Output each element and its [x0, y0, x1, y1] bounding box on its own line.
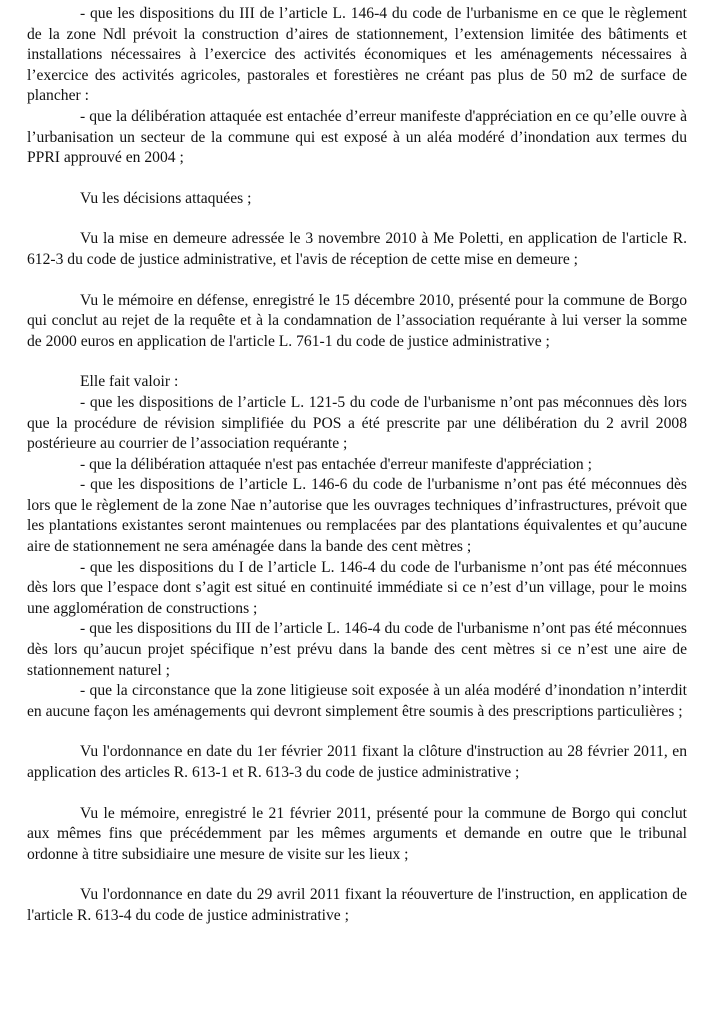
document-page — [27, 4, 687, 927]
visa-paragraph: Vu le mémoire en défense, enregistré le 15 décembre 2010, présenté pour la commune de Borgo qui conclut au rejet de la requête et à la condamnation de l’association requérante à lui verser la somme de 2000 euros en application de l'article L. 761-1 du code de justice administrative ; — [27, 291, 687, 350]
visa-paragraph: Vu l'ordonnance en date du 29 avril 2011 fixant la réouverture de l'instruction, en application de l'article R. 613-4 du code de justice administrative ; — [27, 886, 687, 924]
argument-paragraph: - que les dispositions de l’article L. 121-5 du code de l'urbanisme n’ont pas méconnues dès lors que la procédure de révision simplifiée du POS a été prescrite par une délibération du 2 avril 2008 postérieure au courrier de l’association requérante ; — [27, 393, 687, 453]
argument-paragraph: - que les dispositions du III de l’article L. 146-4 du code de l'urbanisme n’ont pas été méconnues dès lors qu’aucun projet spécifique n’est prévu dans la bande des cent mètres si ce n’est une aire de stationnement naturel ; — [27, 620, 687, 679]
argument-paragraph: - que les dispositions de l’article L. 146-6 du code de l'urbanisme n’ont pas été méconnues dès lors que le règlement de la zone Nae n’autorise que les ouvrages techniques d’infrastructures, prévoit que les plantations existantes seront maintenues ou remplacées par des plantations équivalentes et qu’aucune aire de stationnement ne sera aménagée dans la bande des cent mètres ; — [27, 476, 687, 556]
visa-paragraph: Vu l'ordonnance en date du 1er février 2011 fixant la clôture d'instruction au 28 février 2011, en application des articles R. 613-1 et R. 613-3 du code de justice administrative ; — [27, 743, 687, 781]
visa-paragraph: Vu la mise en demeure adressée le 3 novembre 2010 à Me Poletti, en application de l'article R. 612-3 du code de justice administrative, et l'avis de réception de cette mise en demeure ; — [27, 230, 687, 268]
visa-paragraph: Vu le mémoire, enregistré le 21 février 2011, présenté pour la commune de Borgo qui conclut aux mêmes fins que précédemment par les mêmes arguments et demande en outre que le tribunal ordonne à titre subsidiaire une mesure de visite sur les lieux ; — [27, 804, 687, 863]
argument-paragraph: - que la délibération attaquée est entachée d’erreur manifeste d'appréciation en ce qu’elle ouvre à l’urbanisation un secteur de la commune qui est exposé à un aléa modéré d’inondation aux termes du PPRI approuvé en 2004 ; — [27, 107, 687, 167]
section-intro: Elle fait valoir : — [80, 373, 179, 391]
visa-paragraph: Vu les décisions attaquées ; — [80, 189, 252, 207]
argument-paragraph: - que la circonstance que la zone litigieuse soit exposée à un aléa modéré d’inondation n’interdit en aucune façon les aménagements qui devront simplement être soumis à des prescriptions particulières ; — [27, 682, 687, 720]
argument-paragraph: - que les dispositions du I de l’article L. 146-4 du code de l'urbanisme n’ont pas été méconnues dès lors que l’espace dont s’agit est situé en continuité immédiate si ce n’est d’un village, pour le moins une agglomération de constructions ; — [27, 558, 687, 617]
argument-paragraph: - que la délibération attaquée n'est pas entachée d'erreur manifeste d'appréciation ; — [80, 455, 592, 473]
argument-paragraph: - que les dispositions du III de l’article L. 146-4 du code de l'urbanisme en ce que le règlement de la zone Ndl prévoit la construction d’aires de stationnement, l’extension limitée des bâtiments et installations nécessaires à l’exercice des activités économiques et les aménagements nécessaires à l’exercice des activités agricoles, pastorales et forestières ne créant pas plus de 50 m2 de surface de plancher : — [27, 5, 687, 105]
